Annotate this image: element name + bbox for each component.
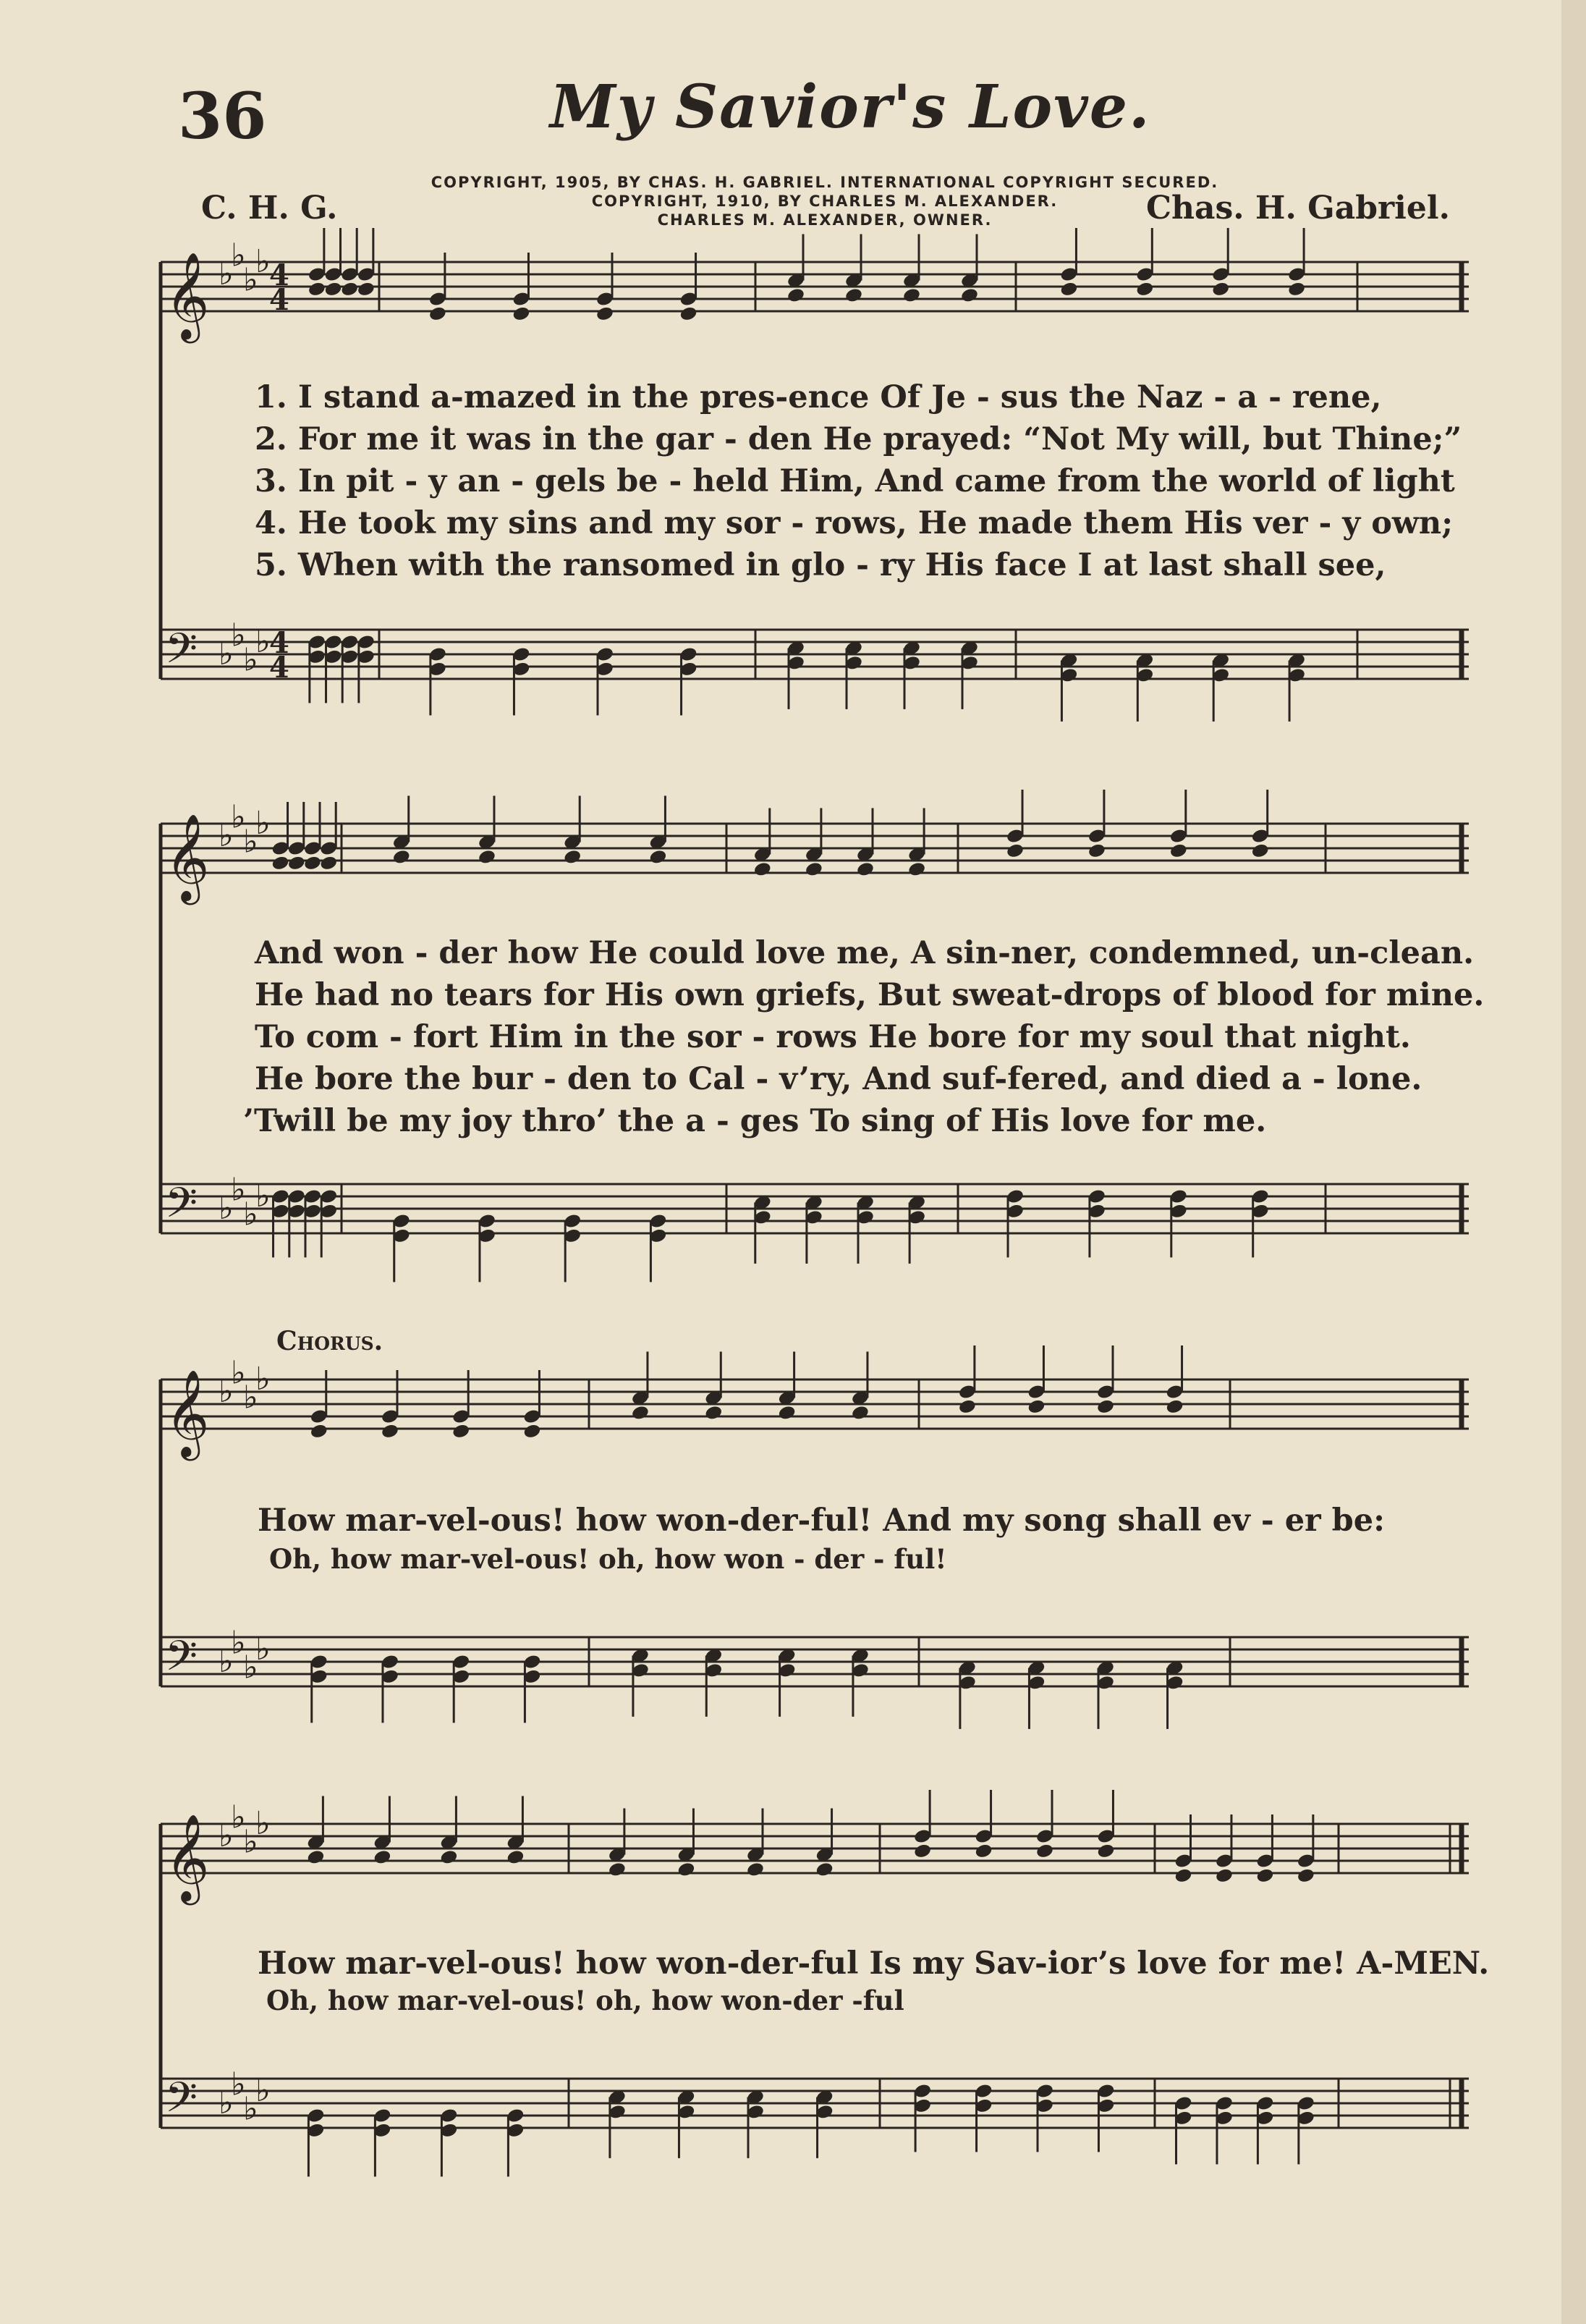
note-head	[451, 1423, 470, 1440]
note-head	[323, 281, 342, 297]
note-head	[805, 861, 823, 878]
note-head	[1215, 1867, 1234, 1884]
note-head	[1096, 1843, 1115, 1859]
flat-sign: ♭	[219, 2084, 234, 2121]
bass-clef: 𝄢	[165, 624, 198, 683]
note-head	[308, 281, 326, 297]
verse-4-line-b: He bore the bur - den to Cal - v’ry, And suf-fered, and died a - lone.	[255, 1061, 1422, 1097]
time-signature-top: 4	[269, 626, 289, 660]
flat-sign: ♭	[219, 255, 234, 292]
lyricist: C. H. G.	[201, 190, 338, 227]
flat-sign: ♭	[243, 1196, 258, 1233]
flat-sign: ♭	[243, 1649, 258, 1686]
verse-3-line-a: 3. In pit - y an - gels be - held Him, And came from the world of light	[255, 463, 1455, 499]
bass-clef: 𝄢	[165, 2073, 198, 2132]
flat-sign: ♭	[231, 1171, 246, 1209]
flat-sign: ♭	[243, 2090, 258, 2128]
note-head	[974, 1843, 993, 1859]
flat-sign: ♭	[219, 817, 234, 854]
flat-sign: ♭	[255, 1361, 271, 1398]
verse-4-line-a: 4. He took my sins and my sor - rows, He made them His ver - y own;	[255, 505, 1454, 541]
flat-sign: ♭	[231, 1799, 246, 1836]
note-head	[778, 1405, 797, 1421]
treble-clef: 𝄞	[165, 813, 210, 901]
note-head	[563, 849, 582, 866]
copyright-line-2: COPYRIGHT, 1910, BY CHARLES M. ALEXANDER.	[591, 193, 1059, 210]
note-head	[902, 287, 921, 304]
flat-sign: ♭	[219, 635, 234, 672]
note-head	[1006, 842, 1025, 859]
note-head	[1174, 1867, 1192, 1884]
flat-sign: ♭	[231, 2066, 246, 2103]
flat-sign: ♭	[243, 261, 258, 299]
note-head	[851, 1405, 870, 1421]
flat-sign: ♭	[231, 237, 246, 274]
note-head	[306, 1849, 325, 1866]
note-head	[522, 1423, 541, 1440]
note-head	[1027, 1398, 1046, 1415]
note-head	[960, 287, 979, 304]
bass-clef: 𝄢	[165, 1178, 198, 1238]
flat-sign: ♭	[219, 1643, 234, 1680]
note-head	[340, 281, 359, 297]
note-head	[310, 1423, 328, 1440]
verse-5-line-b: ’Twill be my joy thro’ the a - ges To sing of His love for me.	[243, 1103, 1267, 1139]
composer: Chas. H. Gabriel.	[1146, 190, 1450, 227]
hymn-number: 36	[178, 78, 267, 153]
note-head	[753, 861, 772, 878]
flat-sign: ♭	[243, 1823, 258, 1861]
flat-sign: ♭	[231, 1624, 246, 1662]
note-head	[1211, 281, 1230, 297]
verse-1-line-b: And won - der how He could love me, A sin-ner, condemned, un-clean.	[255, 935, 1475, 971]
note-head	[844, 287, 863, 304]
flat-sign: ♭	[255, 2072, 271, 2109]
bass-clef: 𝄢	[165, 1631, 198, 1691]
flat-sign: ♭	[255, 243, 271, 280]
verse-2-line-a: 2. For me it was in the gar - den He prayed: “Not My will, but Thine;”	[255, 421, 1462, 457]
note-head	[815, 1862, 834, 1878]
flat-sign: ♭	[219, 1817, 234, 1854]
note-head	[478, 849, 496, 866]
chorus-line-2: How mar-vel-ous! how won-der-ful Is my Sav-ior’s love for me! A-MEN.	[258, 1945, 1490, 1982]
note-head	[428, 305, 447, 322]
flat-sign: ♭	[219, 1373, 234, 1410]
note-head	[913, 1843, 932, 1859]
hymn-title: My Savior's Love.	[550, 72, 1151, 142]
chorus-line-1-echo: Oh, how mar-vel-ous! oh, how won - der - ful!	[269, 1543, 947, 1575]
note-head	[271, 855, 289, 871]
verse-2-line-b: He had no tears for His own griefs, But sweat-drops of blood for mine.	[255, 977, 1485, 1013]
note-head	[1135, 281, 1154, 297]
note-head	[786, 287, 805, 304]
note-head	[595, 305, 614, 322]
flat-sign: ♭	[243, 823, 258, 861]
flat-sign: ♭	[255, 1631, 271, 1668]
note-head	[958, 1398, 977, 1415]
note-head	[439, 1849, 458, 1866]
note-head	[677, 1862, 695, 1878]
chorus-line-2-echo: Oh, how mar-vel-ous! oh, how won-der -ful	[266, 1985, 904, 2016]
flat-sign: ♭	[255, 1178, 271, 1214]
copyright-line-3: CHARLES M. ALEXANDER, OWNER.	[657, 211, 993, 229]
note-head	[357, 281, 376, 297]
note-head	[287, 855, 306, 871]
flat-sign: ♭	[219, 1190, 234, 1227]
flat-sign: ♭	[231, 617, 246, 654]
flat-sign: ♭	[255, 623, 271, 660]
time-signature-bottom: 4	[269, 283, 289, 317]
note-head	[631, 1405, 650, 1421]
flat-sign: ♭	[255, 805, 271, 842]
chorus-label: Chorus.	[276, 1326, 383, 1356]
time-signature-top: 4	[269, 258, 289, 292]
treble-clef: 𝄞	[165, 251, 210, 339]
treble-clef: 𝄞	[165, 1369, 210, 1457]
flat-sign: ♭	[255, 1805, 271, 1842]
note-head	[1251, 842, 1270, 859]
flat-sign: ♭	[243, 1379, 258, 1416]
note-head	[381, 1423, 399, 1440]
note-head	[1165, 1398, 1184, 1415]
note-head	[746, 1862, 765, 1878]
note-head	[373, 1849, 391, 1866]
verse-5-line-a: 5. When with the ransomed in glo - ry His face I at last shall see,	[255, 547, 1386, 583]
note-head	[1287, 281, 1306, 297]
flat-sign: ♭	[243, 641, 258, 679]
time-signature-bottom: 4	[269, 651, 289, 685]
verse-3-line-b: To com - fort Him in the sor - rows He bore for my soul that night.	[255, 1019, 1411, 1055]
note-head	[319, 855, 338, 871]
flat-sign: ♭	[231, 1354, 246, 1392]
note-head	[1297, 1867, 1315, 1884]
note-head	[856, 861, 875, 878]
note-head	[392, 849, 411, 866]
note-head	[648, 849, 667, 866]
note-head	[1096, 1398, 1115, 1415]
note-head	[1035, 1843, 1054, 1859]
note-head	[1087, 842, 1106, 859]
flat-sign: ♭	[231, 798, 246, 836]
verse-1-line-a: 1. I stand a-mazed in the pres-ence Of Je - sus the Naz - a - rene,	[255, 379, 1382, 415]
note-head	[303, 855, 322, 871]
note-head	[1255, 1867, 1274, 1884]
chorus-line-1: How mar-vel-ous! how won-der-ful! And my song shall ev - er be:	[258, 1503, 1385, 1539]
note-head	[1059, 281, 1078, 297]
note-head	[608, 1862, 627, 1878]
note-head	[512, 305, 530, 322]
note-head	[907, 861, 926, 878]
note-head	[506, 1849, 525, 1866]
note-head	[1169, 842, 1188, 859]
note-head	[704, 1405, 723, 1421]
note-head	[679, 305, 697, 322]
copyright-line-1: COPYRIGHT, 1905, BY CHAS. H. GABRIEL. INTERNATIONAL COPYRIGHT SECURED.	[431, 174, 1219, 191]
treble-clef: 𝄞	[165, 1813, 210, 1901]
